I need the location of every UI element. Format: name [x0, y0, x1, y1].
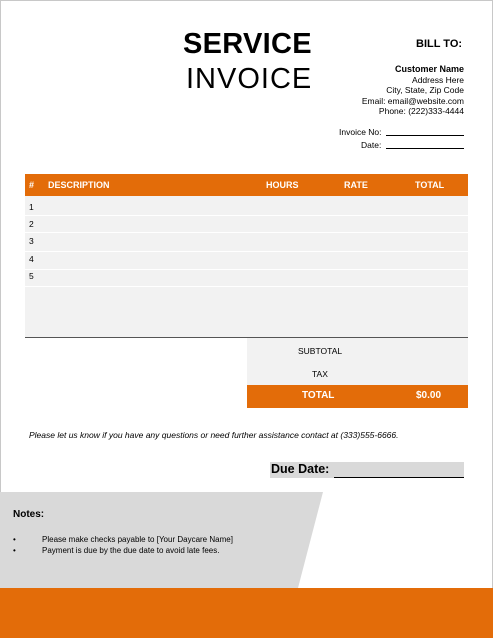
col-rate: RATE	[344, 180, 368, 190]
subtotal-label: SUBTOTAL	[298, 346, 343, 356]
row-divider	[25, 286, 468, 287]
col-total: TOTAL	[415, 180, 445, 190]
title-service: SERVICE	[183, 28, 312, 60]
customer-phone[interactable]: Phone: (222)333-4444	[378, 106, 464, 116]
row-divider	[25, 215, 468, 216]
col-hours: HOURS	[266, 180, 299, 190]
notes-title: Notes:	[13, 509, 45, 520]
row-divider	[25, 232, 468, 233]
tax-label: TAX	[312, 369, 328, 379]
due-date-field[interactable]	[334, 477, 464, 478]
totals-block	[247, 338, 468, 408]
note-item-1: Please make checks payable to [Your Daycare Name]	[42, 535, 233, 544]
table-body[interactable]	[25, 196, 468, 338]
table-header	[25, 174, 468, 196]
row-number-4: 4	[29, 254, 34, 264]
col-number: #	[29, 180, 35, 190]
total-row	[247, 385, 468, 408]
contact-message: Please let us know if you have any questions or need further assistance contact at (333)555-6666.	[29, 430, 399, 440]
line-items-table	[25, 174, 468, 338]
title-invoice: INVOICE	[186, 63, 313, 95]
customer-address[interactable]: Address Here	[412, 75, 464, 85]
date-label: Date:	[361, 140, 382, 150]
invoice-no-field[interactable]	[386, 135, 464, 136]
row-number-3: 3	[29, 236, 34, 246]
customer-email[interactable]: Email: email@website.com	[361, 96, 464, 106]
row-divider	[25, 269, 468, 270]
total-value: $0.00	[416, 390, 442, 401]
bill-to-label: BILL TO:	[416, 38, 463, 50]
totals-gray-area	[247, 338, 468, 385]
col-description: DESCRIPTION	[48, 180, 110, 190]
invoice-no-label: Invoice No:	[339, 127, 382, 137]
bullet-2: •	[13, 546, 16, 555]
row-number-2: 2	[29, 219, 34, 229]
total-label: TOTAL	[302, 390, 335, 401]
note-item-2: Payment is due by the due date to avoid late fees.	[42, 546, 220, 555]
footer-bar	[0, 588, 493, 638]
row-number-5: 5	[29, 271, 34, 281]
row-divider	[25, 251, 468, 252]
date-field[interactable]	[386, 148, 464, 149]
bullet-1: •	[13, 535, 16, 544]
customer-city-state-zip[interactable]: City, State, Zip Code	[386, 85, 464, 95]
row-number-1: 1	[29, 202, 34, 212]
due-date-label: Due Date:	[271, 462, 330, 476]
customer-name[interactable]: Customer Name	[394, 64, 464, 74]
